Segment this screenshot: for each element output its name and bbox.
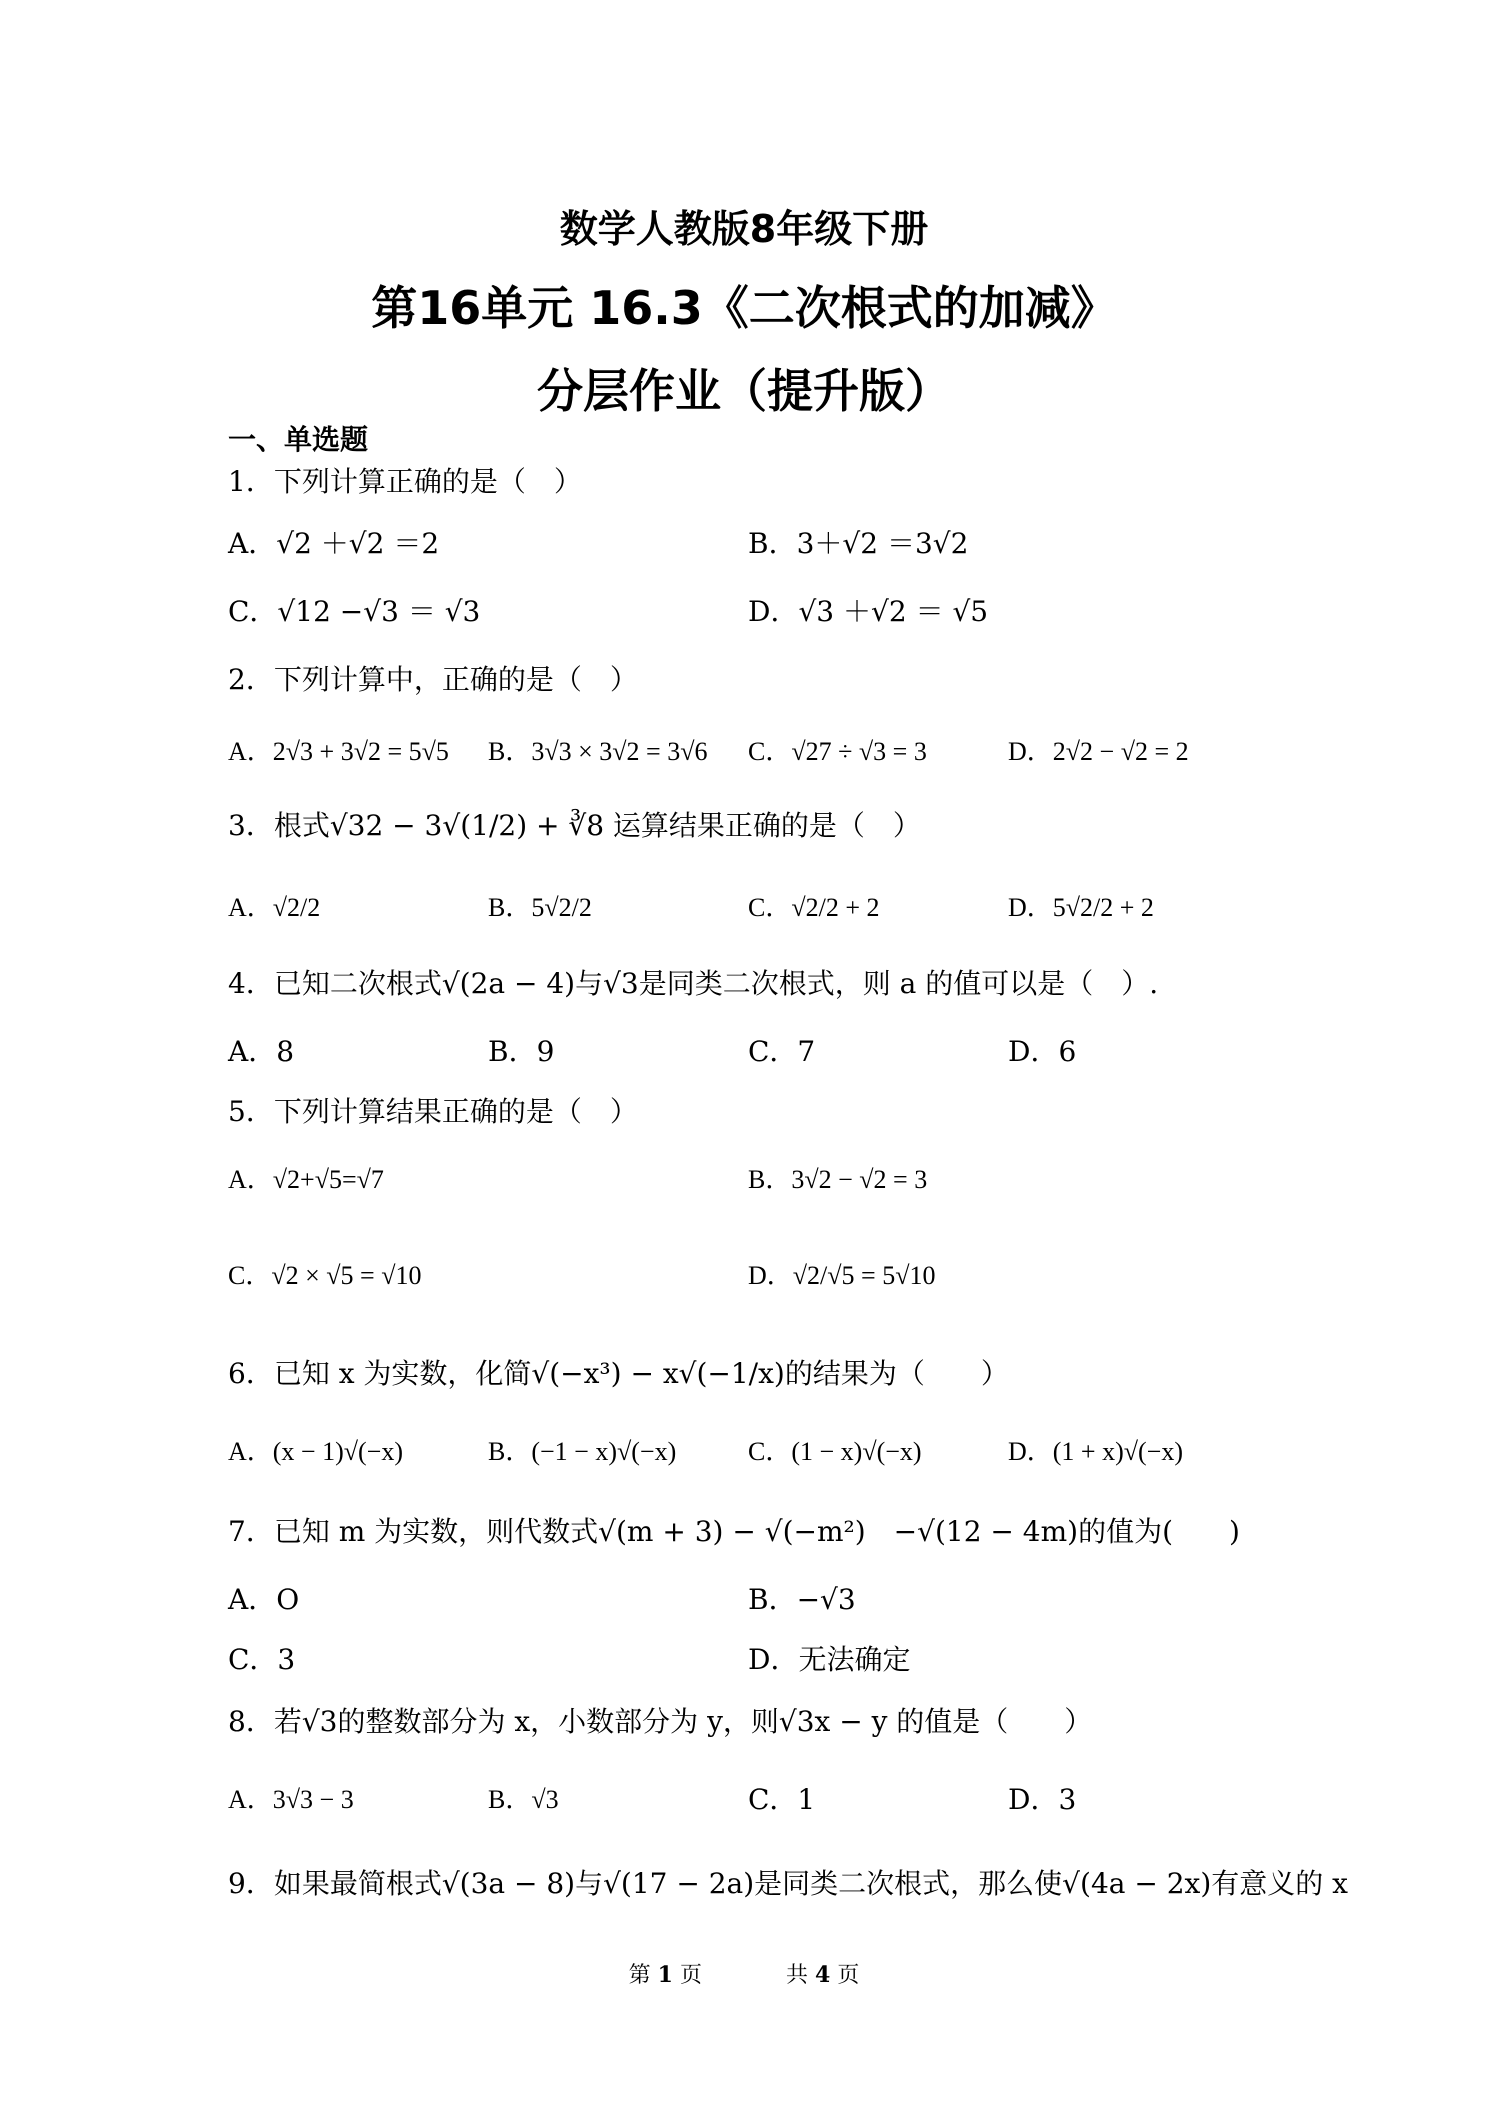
question-6-stem: 6．已知 x 为实数，化简√(−x³) − x√(−1/x)的结果为（ ） xyxy=(228,1357,1009,1390)
question-2-option-b: B．3√3 × 3√2 = 3√6 xyxy=(488,737,708,766)
question-7-option-c: C．3 xyxy=(228,1643,296,1676)
question-4-stem: 4．已知二次根式√(2a − 4)与√3是同类二次根式，则 a 的值可以是（ ）. xyxy=(228,967,1159,1000)
question-5-option-c: C．√2 × √5 = √10 xyxy=(228,1261,422,1290)
title-line-1: 数学人教版8年级下册 xyxy=(559,207,929,251)
footer-page-number: 1 xyxy=(657,1962,673,1988)
question-4-option-a: A．8 xyxy=(228,1035,295,1068)
question-2-option-d: D．2√2 − √2 = 2 xyxy=(1008,737,1189,766)
question-5-stem: 5．下列计算结果正确的是（ ） xyxy=(228,1095,638,1128)
question-3-option-d: D．5√2/2 + 2 xyxy=(1008,893,1154,922)
question-1-option-c: C．√12 −√3 ＝ √3 xyxy=(228,595,481,628)
question-3-option-c: C．√2/2 + 2 xyxy=(748,893,880,922)
footer-prefix: 第 xyxy=(628,1963,651,1988)
question-6-option-a: A．(x − 1)√(−x) xyxy=(228,1437,404,1466)
question-2-option-c: C．√27 ÷ √3 = 3 xyxy=(748,737,927,766)
footer-total-prefix: 共 xyxy=(786,1963,809,1988)
question-6-option-c: C．(1 − x)√(−x) xyxy=(748,1437,922,1466)
title-line-3: 分层作业（提升版） xyxy=(537,364,951,418)
question-3-option-a: A．√2/2 xyxy=(228,893,321,922)
question-7-option-a: A．O xyxy=(228,1583,300,1616)
question-6-option-d: D．(1 + x)√(−x) xyxy=(1008,1437,1184,1466)
question-9-stem: 9．如果最简根式√(3a − 8)与√(17 − 2a)是同类二次根式，那么使√(4a − 2x)有意义的 x xyxy=(228,1867,1348,1900)
question-1-stem: 1．下列计算正确的是（ ） xyxy=(228,465,582,498)
question-8-option-a: A．3√3 − 3 xyxy=(228,1785,354,1814)
question-1-option-a: A．√2 ＋√2 ＝2 xyxy=(228,527,440,560)
question-3-stem: 3．根式√32 − 3√(1/2) + ∛8 运算结果正确的是（ ） xyxy=(228,809,921,842)
footer-total-suffix: 页 xyxy=(837,1963,860,1988)
question-1-option-b: B．3＋√2 ＝3√2 xyxy=(748,527,969,560)
question-3-option-b: B．5√2/2 xyxy=(488,893,592,922)
question-4-option-c: C．7 xyxy=(748,1035,816,1068)
question-1-option-d: D．√3 ＋√2 ＝ √5 xyxy=(748,595,989,628)
question-8-option-d: D．3 xyxy=(1008,1783,1077,1816)
question-7-option-b: B．−√3 xyxy=(748,1583,856,1616)
question-5-option-b: B．3√2 − √2 = 3 xyxy=(748,1165,928,1194)
question-8-stem: 8．若√3的整数部分为 x，小数部分为 y，则√3x − y 的值是（ ） xyxy=(228,1705,1093,1738)
question-8-option-b: B．√3 xyxy=(488,1785,559,1814)
question-7-option-d: D．无法确定 xyxy=(748,1643,911,1676)
question-5-option-a: A．√2+√5=√7 xyxy=(228,1165,384,1194)
title-line-2: 第16单元 16.3《二次根式的加减》 xyxy=(371,281,1117,335)
question-2-stem: 2．下列计算中，正确的是（ ） xyxy=(228,663,638,696)
question-4-option-d: D．6 xyxy=(1008,1035,1077,1068)
question-5-option-d: D．√2/√5 = 5√10 xyxy=(748,1261,936,1290)
question-2-option-a: A．2√3 + 3√2 = 5√5 xyxy=(228,737,449,766)
question-8-option-c: C．1 xyxy=(748,1783,816,1816)
question-7-stem: 7．已知 m 为实数，则代数式√(m + 3) − √(−m²) −√(12 − 4m)的值为( ) xyxy=(228,1515,1240,1548)
footer-page-suffix: 页 xyxy=(679,1963,702,1988)
question-6-option-b: B．(−1 − x)√(−x) xyxy=(488,1437,677,1466)
question-4-option-b: B．9 xyxy=(488,1035,555,1068)
footer-total-pages: 4 xyxy=(815,1962,831,1988)
page-footer xyxy=(0,1958,1488,1989)
section-heading: 一、单选题 xyxy=(228,423,369,456)
